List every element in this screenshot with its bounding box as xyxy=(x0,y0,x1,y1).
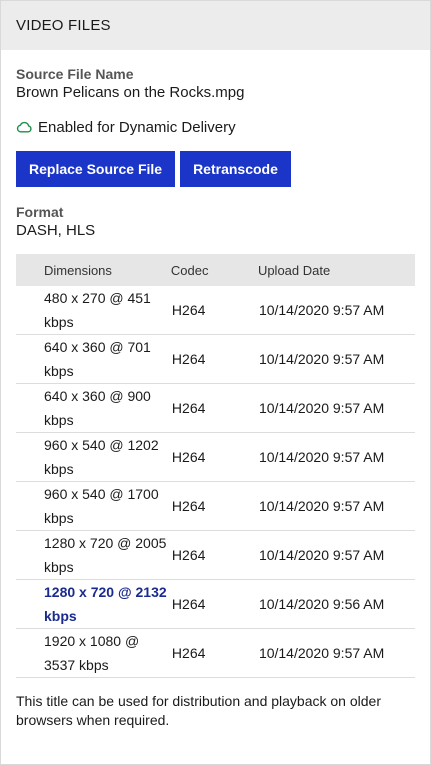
format-block xyxy=(16,204,415,240)
row-upload-date: 10/14/2020 9:57 AM xyxy=(258,286,415,335)
table-row-selected[interactable] xyxy=(16,580,415,629)
header-dimensions[interactable]: Dimensions xyxy=(16,254,171,286)
panel-title: VIDEO FILES xyxy=(16,17,111,34)
row-upload-date: 10/14/2020 9:57 AM xyxy=(258,629,415,678)
row-codec: H264 xyxy=(171,433,258,482)
row-dimensions: 640 x 360 @ 900 kbps xyxy=(16,384,171,433)
source-file-block xyxy=(16,66,415,102)
action-buttons xyxy=(16,151,415,187)
cloud-icon xyxy=(16,121,32,133)
panel-header xyxy=(1,1,430,50)
row-upload-date: 10/14/2020 9:57 AM xyxy=(258,531,415,580)
dynamic-delivery-text: Enabled for Dynamic Delivery xyxy=(38,118,236,136)
panel-body xyxy=(1,50,430,730)
format-label: Format xyxy=(16,204,64,220)
replace-source-file-button[interactable]: Replace Source File xyxy=(16,151,175,187)
row-codec: H264 xyxy=(171,580,258,629)
header-upload-date[interactable]: Upload Date xyxy=(258,254,415,286)
row-upload-date: 10/14/2020 9:57 AM xyxy=(258,335,415,384)
row-codec: H264 xyxy=(171,531,258,580)
row-dimensions: 640 x 360 @ 701 kbps xyxy=(16,335,171,384)
row-upload-date: 10/14/2020 9:56 AM xyxy=(258,580,415,629)
source-file-name: Brown Pelicans on the Rocks.mpg xyxy=(16,84,245,101)
format-value: DASH, HLS xyxy=(16,222,96,239)
row-dimensions: 480 x 270 @ 451 kbps xyxy=(16,286,171,335)
row-upload-date: 10/14/2020 9:57 AM xyxy=(258,482,415,531)
table-row[interactable] xyxy=(16,482,415,531)
row-dimensions: 960 x 540 @ 1700 kbps xyxy=(16,482,171,531)
row-codec: H264 xyxy=(171,286,258,335)
table-row[interactable] xyxy=(16,286,415,335)
retranscode-button[interactable]: Retranscode xyxy=(180,151,291,187)
header-codec[interactable]: Codec xyxy=(171,254,258,286)
row-dimensions: 960 x 540 @ 1202 kbps xyxy=(16,433,171,482)
row-upload-date: 10/14/2020 9:57 AM xyxy=(258,433,415,482)
row-dimensions: 1920 x 1080 @ 3537 kbps xyxy=(16,629,171,678)
row-codec: H264 xyxy=(171,482,258,531)
row-codec: H264 xyxy=(171,384,258,433)
row-dimensions: 1280 x 720 @ 2005 kbps xyxy=(16,531,171,580)
row-upload-date: 10/14/2020 9:57 AM xyxy=(258,384,415,433)
table-row[interactable] xyxy=(16,384,415,433)
footer-note: This title can be used for distribution and playback on older browsers when required. xyxy=(16,693,381,728)
table-row[interactable] xyxy=(16,433,415,482)
renditions-table xyxy=(16,254,415,678)
dynamic-delivery-status xyxy=(16,117,415,137)
row-codec: H264 xyxy=(171,335,258,384)
row-dimensions: 1280 x 720 @ 2132 kbps xyxy=(16,580,171,629)
source-file-label: Source File Name xyxy=(16,66,134,82)
table-row[interactable] xyxy=(16,335,415,384)
row-codec: H264 xyxy=(171,629,258,678)
table-header-row xyxy=(16,254,415,286)
table-row[interactable] xyxy=(16,531,415,580)
table-row[interactable] xyxy=(16,629,415,678)
